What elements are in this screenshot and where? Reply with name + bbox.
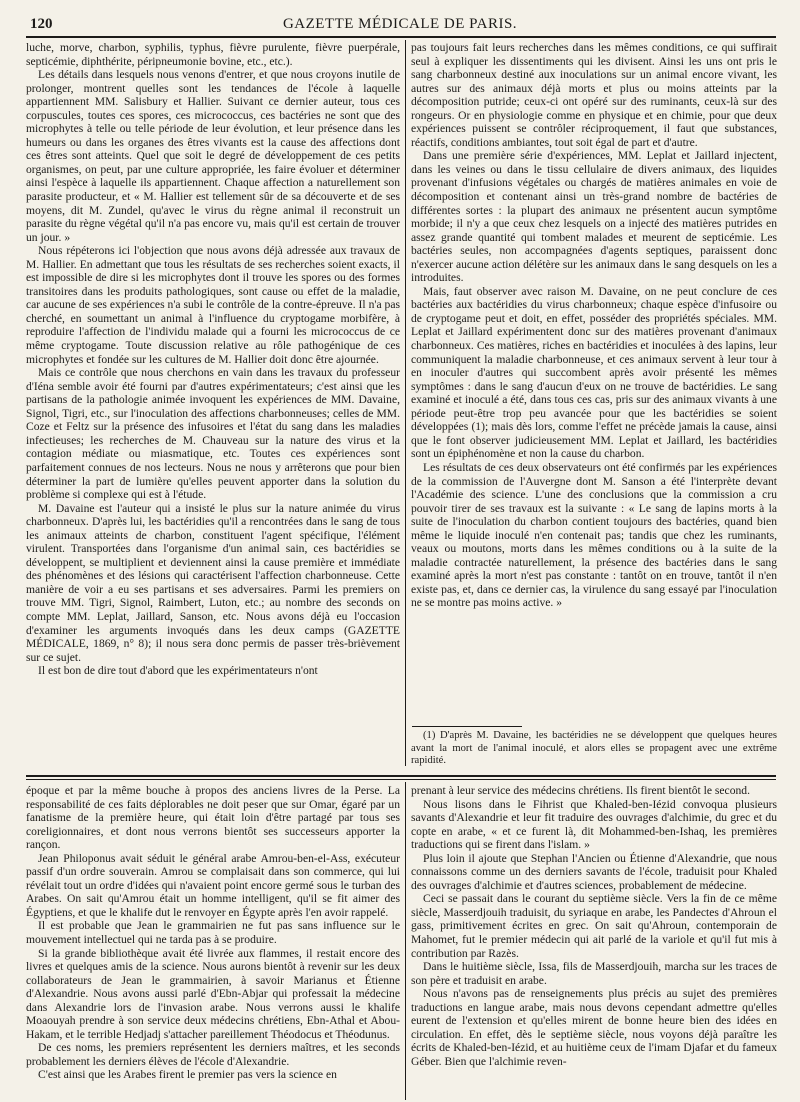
upper-right-column: [411, 41, 777, 724]
footnote: [411, 730, 777, 766]
lower-right-column: [411, 784, 777, 1098]
column-divider: [405, 40, 406, 766]
lower-left-column: [26, 784, 400, 1098]
paragraph: époque et par la même bouche à propos des anciens livres de la Perse. La responsabilité de ces faits déplorables ne doit peser que sur Omar, égaré par un fanatisme de la première heure, qui était loin d'être partagé par tous ses coreligionnaires, et dont nous verrons bientôt ses successeurs apporter la rançon.: [26, 784, 400, 852]
paragraph: Jean Philoponus avait séduit le général arabe Amrou-ben-el-Ass, exécuteur passif d'un ordre souverain. Amrou se complaisait dans son commerce, qui lui révélait tout un ordre d'idées qui n'avaient point encore germé sous le turban des Arabes. On sait qu'Amrou était un homme intelligent, qu'il se fit aimer des Égyptiens, et que le khalife dut le renvoyer en Égypte après l'en avoir rappelé.: [26, 851, 400, 919]
paragraph: Mais ce contrôle que nous cherchons en vain dans les travaux du professeur d'Iéna semble avoir été fourni par d'autres expérimentateurs; c'est ainsi que les partisans de la pathologie animée invoquent les expériences de MM. Davaine, Signol, Tigri, etc., sur l'inoculation des affections charbonneuses; celles de MM. Coze et Feltz sur la présence des infusoires et l'état du sang dans les maladies infectieuses; les recherches de M. Chauveau sur la nature des virus et la contagion médiate ou miasmatique, etc. Toutes ces expériences sont parfaitement connues de nos lecteurs. Nous ne nous y arrêterons que pour bien déterminer la part de lumière qu'elles peuvent apporter dans la solution du problème si complexe qui est à l'étude.: [26, 366, 400, 502]
paragraph: Les résultats de ces deux observateurs ont été confirmés par les expériences de la commission de l'Auvergne dont M. Sanson a été l'interprète devant l'Académie des science. L'une des conclusions que la commission a cru pouvoir tirer de ses travaux est la suivante : « Le sang de lapins morts à la suite de l'inoculation du charbon contient toujours des bactéries, quand bien même le liquide inoculé n'en contenait pas; tandis que chez les ruminants, veaux ou moutons, morts dans les mêmes conditions ou à la suite de la maladie contractée naturellement, la présence des bactéries dans le sang examiné après la mort n'est pas constante : tantôt on en trouve, tantôt il n'en existe pas, et, dans ce dernier cas, la virulence du sang essayé par l'inoculation ne se montre pas moins active. »: [411, 460, 777, 610]
section-rule: [26, 775, 776, 777]
section-rule-thin: [26, 779, 776, 780]
paragraph: Mais, faut observer avec raison M. Davaine, on ne peut conclure de ces bactéries aux bactéridies du virus charbonneux; chaque espèce d'infusoire ou de cryptogame peut et doit, en effet, posséder des propriétés spéciales. MM. Leplat et Jaillard expérimentent donc sur des matières provenant d'animaux charbonneux. Ces matières, riches en bactéridies et inoculées à des lapins, leur communiquent la maladie charbonneuse, et ces animaux servent à leur tour à en inoculer d'autres qui succombent après avoir présenté les mêmes symptômes : dans le sang d'aucun d'eux on ne trouve de bactéridies. Le sang examiné et inoculé a été, dans tous ces cas, pris sur des animaux vivants à une période peut-être trop peu avancée pour que les bactéridies se soient développées (1); mais dès lors, comme l'effet ne précède jamais la cause, ainsi que le font observer judicieusement MM. Leplat et Jaillard, les bactéridies sont un épiphénomène et non la cause du charbon.: [411, 284, 777, 461]
paragraph: C'est ainsi que les Arabes firent le premier pas vers la science en: [38, 1068, 337, 1082]
page-header: [0, 10, 800, 38]
paragraph: Il est bon de dire tout d'abord que les expérimentateurs n'ont: [38, 664, 318, 678]
upper-left-column: [26, 41, 400, 766]
paragraph: Il est probable que Jean le grammairien ne fut pas sans influence sur le mouvement intellectuel qui ne tarda pas à se produire.: [26, 919, 400, 947]
paragraph: Les détails dans lesquels nous venons d'entrer, et que nous croyons inutile de prolonger, montrent quelles sont les tendances de l'école à laquelle appartiennent MM. Salisbury et Hallier. Suivant ce dernier auteur, tous ces corpuscules, toutes ces spores, ces micrococcus, ces bactéries ne sont que des microphytes à telle ou telle période de leur évolution, et leur présence dans les humeurs ou dans les organes des êtres vivants est la cause des affections dont ces êtres sont atteints. Quel que soit le degré de développement de ces petits organismes, on peut, par une culture appropriée, les faire évoluer et déterminer ainsi l'espèce à laquelle ils appartiennent. Chaque affection a naturellement son parasite producteur, et « M. Hallier est tellement sûr de sa découverte et de ses moyens, dit M. Zundel, qu'avec le virus du règne animal il reconstruit un parasite du règne végétal qu'il n'a pas encore vu, mais qu'il est certain de trouver un jour. »: [26, 68, 400, 244]
page-number: 120: [30, 16, 53, 32]
paragraph: Nous lisons dans le Fihrist que Khaled-ben-Iézid convoqua plusieurs savants d'Alexandrie et leur fit traduire des ouvrages d'alchimie, du grec et du copte en arabe, « et ce furent là, dit Mohammed-ben-Ishaq, les premières traductions qui se firent dans l'islam. »: [411, 797, 777, 852]
paragraph: prenant à leur service des médecins chrétiens. Ils firent bientôt le second.: [411, 784, 750, 797]
paragraph: Dans une première série d'expériences, MM. Leplat et Jaillard injectent, dans les veines ou dans le tissu cellulaire de divers animaux, des liquides provenant d'infusions végétales ou chargés de matières animales en voie de décomposition et contenant ainsi un très-grand nombre de bactéries de différentes sortes : la plupart des animaux ne présentent aucun symptôme morbide; il n'y a que ceux chez lesquels on a injecté des matières putrides en assez grande quantité qui tombent malades et meurent de septicémie. Les bactéries seules, non accompagnées d'agents septiques, paraissent donc n'exercer aucune action délétère sur les animaux dans le sang desquels on les a introduites.: [411, 149, 777, 285]
footnote-text: (1) D'après M. Davaine, les bactéridies ne se développent que quelques heures avant la mort de l'animal inoculé, et alors elles se propagent avec une extrême rapidité.: [411, 730, 777, 766]
footnote-rule: [412, 726, 522, 727]
paragraph: pas toujours fait leurs recherches dans les mêmes conditions, ce qui suffirait seul à expliquer les dissentiments qui les divisent. Ainsi les uns ont pris le sang charbonneux destiné aux inoculations sur un animal encore vivant, les autres sur des animaux déjà morts et plus ou moins atteints par la décomposition putride; ceux-ci ont opéré sur des ruminants, ceux-là sur des rongeurs. Or en physiologie comme en physique et en chimie, pour que deux expériences puissent se contrôler réciproquement, il faut que substances, réactifs, conditions ambiantes, tout soit égal de part et d'autre.: [411, 41, 777, 149]
paragraph: Plus loin il ajoute que Stephan l'Ancien ou Étienne d'Alexandrie, que nous connaissons comme un des derniers savants de l'école, traduisit pour Khaled des ouvrages d'alchimie et d'autres sciences, probablement de médecine.: [411, 851, 777, 892]
paragraph: luche, morve, charbon, syphilis, typhus, fièvre purulente, fièvre puerpérale, septicémie, diphthérite, péripneumonie bovine, etc., etc.).: [26, 41, 400, 68]
paragraph: Nous n'avons pas de renseignements plus précis au sujet des premières traductions en langue arabe, mais nous devons cependant admettre qu'elles eurent de l'extension et qu'elles mirent de bonne heure bien des idées en circulation. En effet, dès le septième siècle, nous voyons déjà paraître les écrits de Khaled-ben-Iézid, et au huitième ceux de l'imam Djafar et du fameux Géber. Bien que l'alchimie reven-: [411, 987, 777, 1068]
paragraph: M. Davaine est l'auteur qui a insisté le plus sur la nature animée du virus charbonneux. D'après lui, les bactéridies qu'il a rencontrées dans le sang de tous les animaux atteints de charbon, constituent l'agent spécifique, l'élément virulent. Transportées dans l'organisme d'un animal sain, ces bactéridies se développent, se multiplient et deviennent ainsi la cause première et immédiate des phénomènes et des lésions qui caractérisent l'affection charbonneuse. Cette manière de voir a eu ses partisans et ses adversaires. Parmi les premiers on trouve MM. Tigri, Signol, Raimbert, Luton, etc.; au nombre des seconds on compte MM. Leplat, Jaillard, Sanson, etc. Nous avons déjà eu l'occasion d'examiner les arguments invoqués dans les deux camps (GAZETTE MÉDICALE, 1869, n° 8); il nous sera donc permis de passer très-brièvement sur ce sujet.: [26, 501, 400, 664]
paragraph: De ces noms, les premiers représentent les derniers maîtres, et les seconds probablement les derniers élèves de l'école d'Alexandrie.: [26, 1041, 400, 1068]
column-divider: [405, 782, 406, 1100]
journal-title: GAZETTE MÉDICALE DE PARIS.: [282, 16, 518, 32]
header-rule: [26, 36, 776, 38]
paragraph: Nous répéterons ici l'objection que nous avons déjà adressée aux travaux de M. Hallier. En admettant que tous les résultats de ses recherches soient exacts, il est impossible de dire si les microphytes dont il trouve les spores ou des formes transitoires dans les produits pathologiques, sont cause ou effet de la maladie, car aucune de ses expériences n'a subi le contrôle de la contre-épreuve. Il n'a pas cherché, en soumettant un animal à l'influence du cryptogame morbifère, à reproduire l'affection de l'individu malade qui a fourni les micrococcus de ce même cryptogame. Toute discussion relative au rôle pathogénique de ces microphytes et fondée sur les cultures de M. Hallier doit donc être ajournée.: [26, 244, 400, 366]
paragraph: Si la grande bibliothèque avait été livrée aux flammes, il restait encore des livres et quelques amis de la science. Nous aurons bientôt à revenir sur les deux collaborateurs de Jean le grammairien, à savoir Marianus et Étienne d'Alexandrie. Nous avons aussi parlé d'Ebn-Abjar qui professait la médecine dans Alexandrie lors de l'invasion arabe. Nous verrons aussi le khalife Moaouyah prendre à son service deux médecins chrétiens, Ebn-Athal et Abou-Hakam, et le terrible Hedjadj s'attacher pareillement Théodocus et Théodunus.: [26, 946, 400, 1041]
paragraph: Dans le huitième siècle, Issa, fils de Masserdjouih, marcha sur les traces de son père et traduisit en arabe.: [411, 960, 777, 987]
paragraph: Ceci se passait dans le courant du septième siècle. Vers la fin de ce même siècle, Masserdjouih traduisit, du syriaque en arabe, les Pandectes d'Ahroun el gass, primitivement écrites en grec. On sait qu'Ahroun, contemporain de Mahomet, fut le premier médecin qui ait parlé de la variole et qu'il fut mis à contribution par Razès.: [411, 892, 777, 960]
